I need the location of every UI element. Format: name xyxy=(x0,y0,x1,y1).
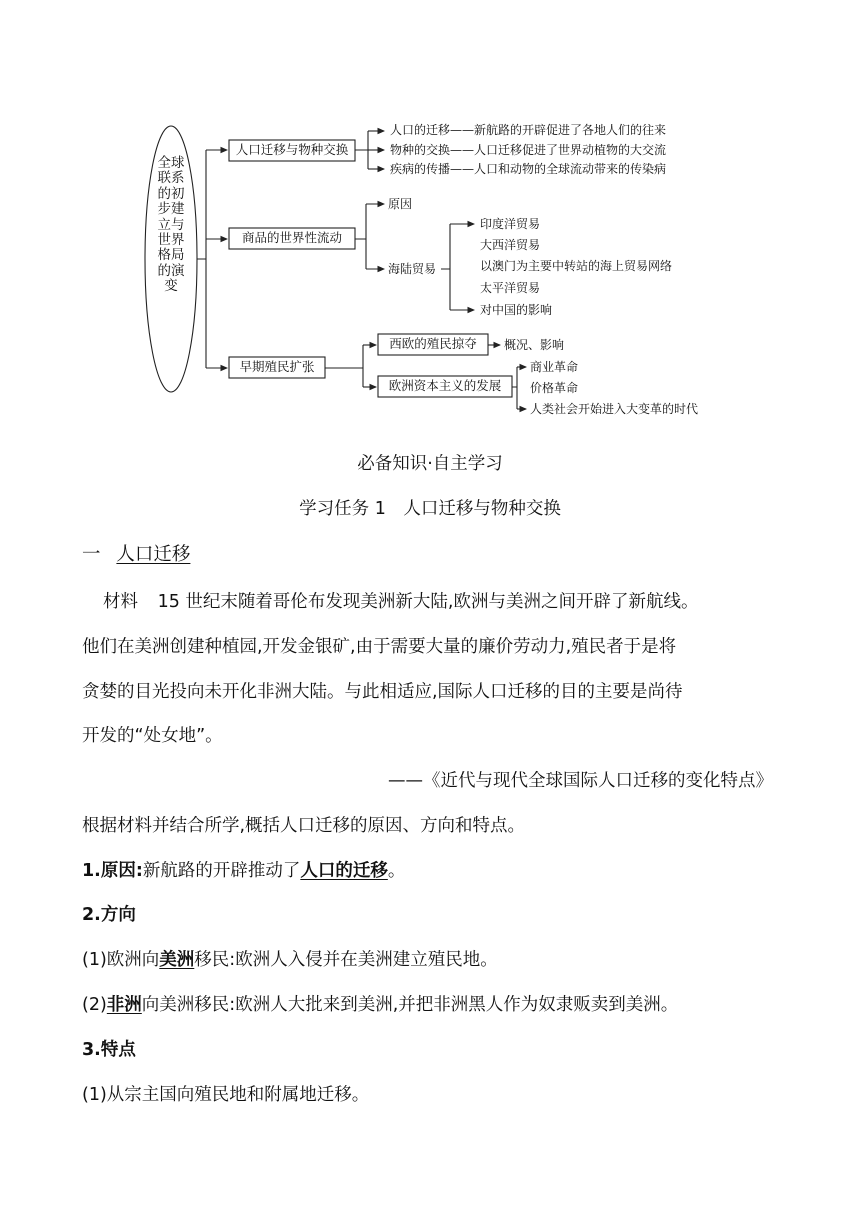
answer-direction-label: 2.方向 xyxy=(82,905,136,925)
trade-item: 太平洋贸易 xyxy=(480,281,541,295)
sub2-item: 价格革命 xyxy=(530,381,579,395)
mind-map-root-title: 全球联系的初步建立与世界格局的演变 xyxy=(157,155,185,295)
heading-1-number: 一 xyxy=(82,544,101,565)
answer-direction-1 xyxy=(82,949,498,971)
material-line: 开发的“处女地”。 xyxy=(82,726,223,746)
question: 根据材料并结合所学,概括人口迁移的原因、方向和特点。 xyxy=(82,816,526,836)
answer-cause-key: 人口的迁移 xyxy=(300,861,388,881)
material-source: ——《近代与现代全球国际人口迁移的变化特点》 xyxy=(388,771,773,791)
mind-map-lines xyxy=(0,0,860,430)
answer-feature-label: 3.特点 xyxy=(82,1040,136,1060)
branch2-trade-label: 海陆贸易 xyxy=(388,262,437,276)
material-line: 他们在美洲创建种植园,开发金银矿,由于需要大量的廉价劳动力,殖民者于是将 xyxy=(82,637,677,657)
heading-1 xyxy=(82,544,190,566)
answer-cause xyxy=(82,860,405,882)
material-line xyxy=(103,591,698,613)
sub2-item: 商业革命 xyxy=(530,360,579,374)
trade-item: 对中国的影响 xyxy=(480,303,553,317)
answer-cause-end: 。 xyxy=(387,861,406,881)
sub2-item: 人类社会开始进入大变革的时代 xyxy=(530,402,699,416)
section-header: 必备知识·自主学习 xyxy=(357,454,503,474)
answer-cause-text: 新航路的开辟推动了 xyxy=(142,861,301,881)
branch1-label: 人口迁移与物种交换 xyxy=(235,142,349,157)
answer-feature-1: (1)从宗主国向殖民地和附属地迁移。 xyxy=(82,1085,370,1105)
material-line: 贪婪的目光投向未开化非洲大陆。与此相适应,国际人口迁移的目的主要是尚待 xyxy=(82,682,683,702)
sub1-label: 西欧的殖民掠夺 xyxy=(389,336,477,351)
direction-1-prefix: (1)欧洲向 xyxy=(82,950,160,970)
trade-item: 以澳门为主要中转站的海上贸易网络 xyxy=(480,259,673,273)
answer-cause-label: 1.原因: xyxy=(82,861,143,881)
trade-item: 印度洋贸易 xyxy=(480,217,541,231)
answer-direction-2 xyxy=(82,994,678,1016)
mind-map xyxy=(0,0,860,430)
trade-item: 大西洋贸易 xyxy=(480,238,541,252)
branch1-item: 人口的迁移——新航路的开辟促进了各地人们的往来 xyxy=(390,123,667,137)
direction-2-text: 向美洲移民:欧洲人大批来到美洲,并把非洲黑人作为奴隶贩卖到美洲。 xyxy=(141,995,679,1015)
material-text: 15 世纪末随着哥伦布发现美洲新大陆,欧洲与美洲之间开辟了新航线。 xyxy=(157,592,699,612)
sub2-label: 欧洲资本主义的发展 xyxy=(388,378,502,393)
direction-1-key: 美洲 xyxy=(159,950,195,970)
branch2-label: 商品的世界性流动 xyxy=(241,230,342,245)
branch2-cause: 原因 xyxy=(388,197,413,211)
material-label: 材料 xyxy=(103,592,138,612)
branch1-item: 物种的交换——人口迁移促进了世界动植物的大交流 xyxy=(390,143,667,157)
direction-2-key: 非洲 xyxy=(106,995,142,1015)
direction-1-text: 移民:欧洲人入侵并在美洲建立殖民地。 xyxy=(194,950,498,970)
task-title: 学习任务 1 人口迁移与物种交换 xyxy=(299,499,561,519)
direction-2-prefix: (2) xyxy=(82,995,107,1015)
branch3-label: 早期殖民扩张 xyxy=(239,359,315,374)
sub1-result: 概况、影响 xyxy=(504,338,565,352)
branch1-item: 疾病的传播——人口和动物的全球流动带来的传染病 xyxy=(390,162,667,176)
heading-1-title: 人口迁移 xyxy=(116,544,191,565)
